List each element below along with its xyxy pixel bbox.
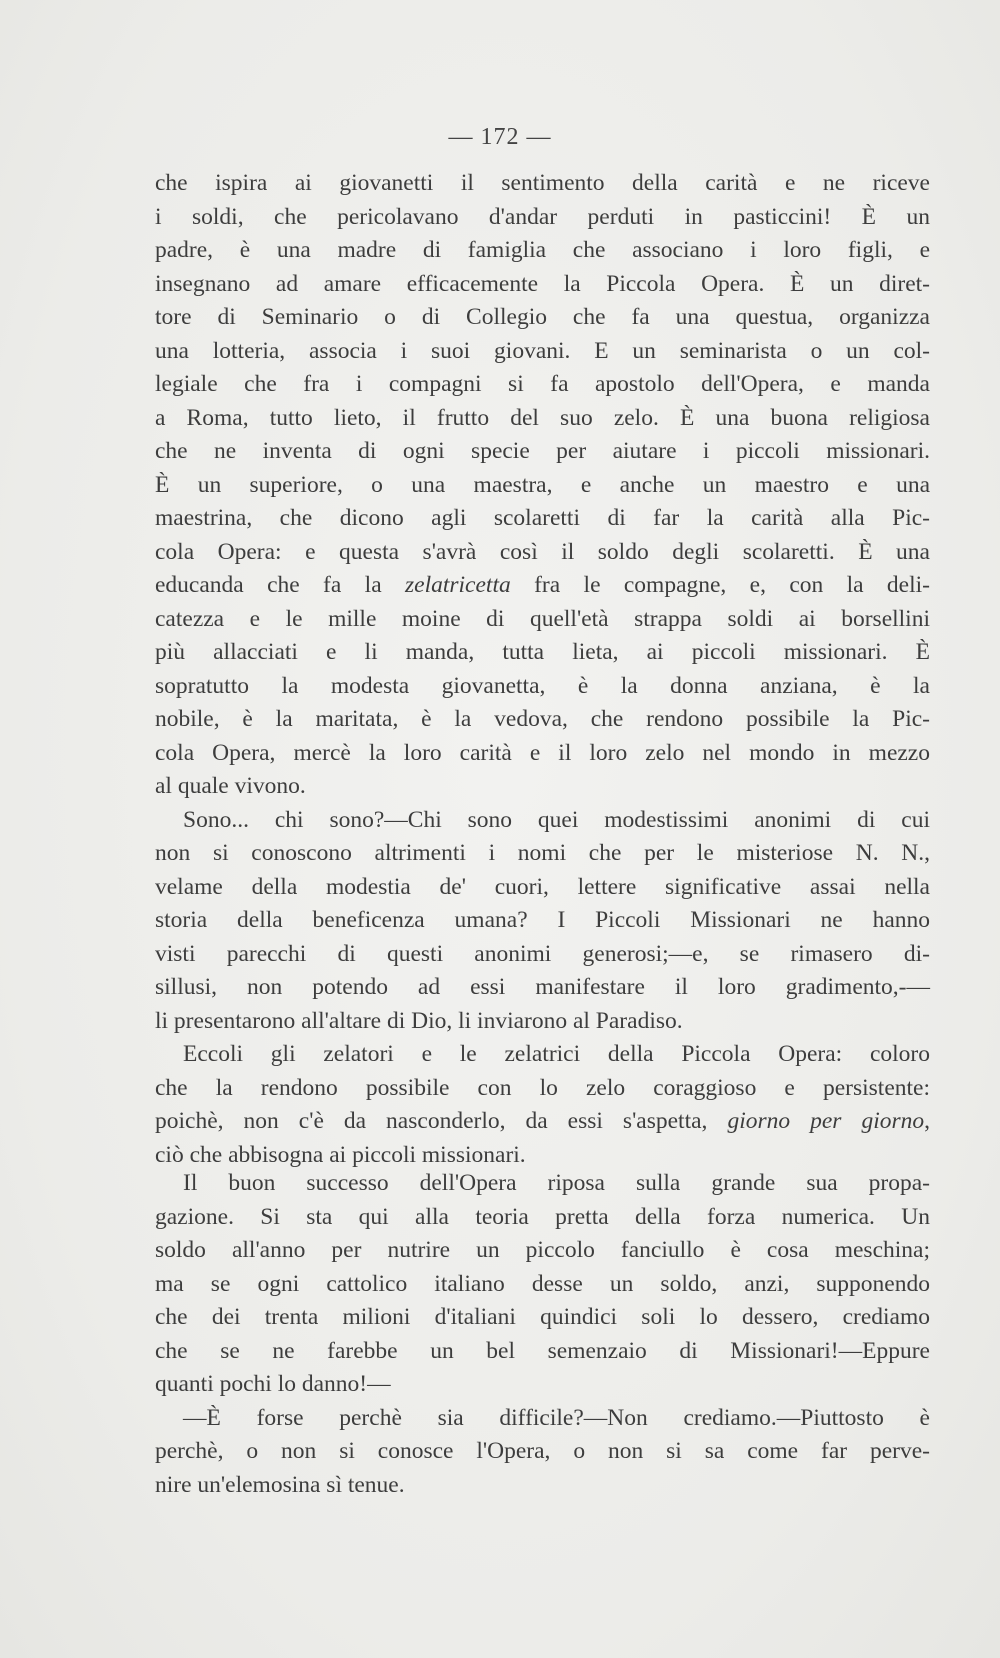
paragraph-block-1 — [155, 167, 930, 1172]
text-line: che ispira ai giovanetti il sentimento della carità e ne riceve — [155, 170, 930, 196]
text-line: i soldi, che pericolavano d'andar perduti in pasticcini! È un — [155, 203, 930, 230]
text-line: legiale che fra i compagni si fa apostolo dell'Opera, e manda — [155, 371, 930, 397]
text-line: educanda che fa la zelatricetta fra le compagne, e, con la deli- — [155, 572, 930, 598]
text-line: —È forse perchè sia difficile?—Non crediamo.—Piuttosto è — [183, 1404, 930, 1431]
text-line: li presentarono all'altare di Dio, li inviarono al Paradiso. — [155, 1007, 683, 1034]
text-line: che ne inventa di ogni specie per aiutare i piccoli missionari. — [155, 438, 930, 464]
text-line: tore di Seminario o di Collegio che fa una questua, organizza — [155, 304, 930, 330]
text-line: nobile, è la maritata, è la vedova, che rendono possibile la Pic- — [155, 706, 930, 732]
text-line: al quale vivono. — [155, 773, 306, 799]
text-line: storia della beneficenza umana? I Piccoli Missionari ne hanno — [155, 907, 930, 933]
text-line: velame della modestia de' cuori, lettere significative assai nella — [155, 873, 930, 900]
text-line: maestrina, che dicono agli scolaretti di far la carità alla Pic- — [155, 505, 930, 531]
text-line: nire un'elemosina sì tenue. — [155, 1471, 405, 1498]
text-line: È un superiore, o una maestra, e anche un maestro e una — [155, 471, 930, 498]
text-line: gazione. Si sta qui alla teoria pretta della forza numerica. Un — [155, 1203, 930, 1230]
text-line: a Roma, tutto lieto, il frutto del suo zelo. È una buona religiosa — [155, 404, 930, 431]
text-line: poichè, non c'è da nasconderlo, da essi s'aspetta, giorno per giorno, — [155, 1108, 930, 1134]
text-line: che dei trenta milioni d'italiani quindici soli lo dessero, crediamo — [155, 1304, 930, 1330]
page-number: — 172 — — [448, 124, 552, 150]
text-line: insegnano ad amare efficacemente la Piccola Opera. È un diret- — [155, 270, 930, 297]
text-line: perchè, o non si conosce l'Opera, o non si sa come far perve- — [155, 1438, 930, 1464]
text-line: quanti pochi lo danno!— — [155, 1371, 391, 1397]
paragraph-block-2 — [155, 1167, 930, 1502]
text-line: ciò che abbisogna ai piccoli missionari. — [155, 1141, 526, 1168]
text-line: Sono... chi sono?—Chi sono quei modestissimi anonimi di cui — [183, 806, 930, 833]
text-line: catezza e le mille moine di quell'età strappa soldi ai borsellini — [155, 605, 930, 632]
text-line: cola Opera, mercè la loro carità e il loro zelo nel mondo in mezzo — [155, 739, 930, 766]
text-line: soldo all'anno per nutrire un piccolo fanciullo è cosa meschina; — [155, 1237, 930, 1263]
text-line: non si conoscono altrimenti i nomi che per le misteriose N. N., — [155, 840, 930, 866]
text-line: visti parecchi di questi anonimi generosi;—e, se rimasero di- — [155, 940, 930, 967]
text-line: più allacciati e li manda, tutta lieta, ai piccoli missionari. È — [155, 639, 930, 665]
text-line: cola Opera: e questa s'avrà così il soldo degli scolaretti. È una — [155, 538, 930, 565]
text-line: sopratutto la modesta giovanetta, è la donna anziana, è la — [155, 672, 930, 699]
text-line: padre, è una madre di famiglia che associano i loro figli, e — [155, 237, 930, 263]
text-line: ma se ogni cattolico italiano desse un soldo, anzi, supponendo — [155, 1270, 930, 1297]
text-line: una lotteria, associa i suoi giovani. E un seminarista o un col- — [155, 337, 930, 364]
text-line: sillusi, non potendo ad essi manifestare il loro gradimento,-— — [155, 974, 930, 1000]
text-line: che la rendono possibile con lo zelo coraggioso e persistente: — [155, 1074, 930, 1101]
text-line: Il buon successo dell'Opera riposa sulla grande sua propa- — [183, 1170, 930, 1196]
text-line: che se ne farebbe un bel semenzaio di Missionari!—Eppure — [155, 1337, 930, 1364]
text-line: Eccoli gli zelatori e le zelatrici della Piccola Opera: coloro — [183, 1041, 930, 1067]
